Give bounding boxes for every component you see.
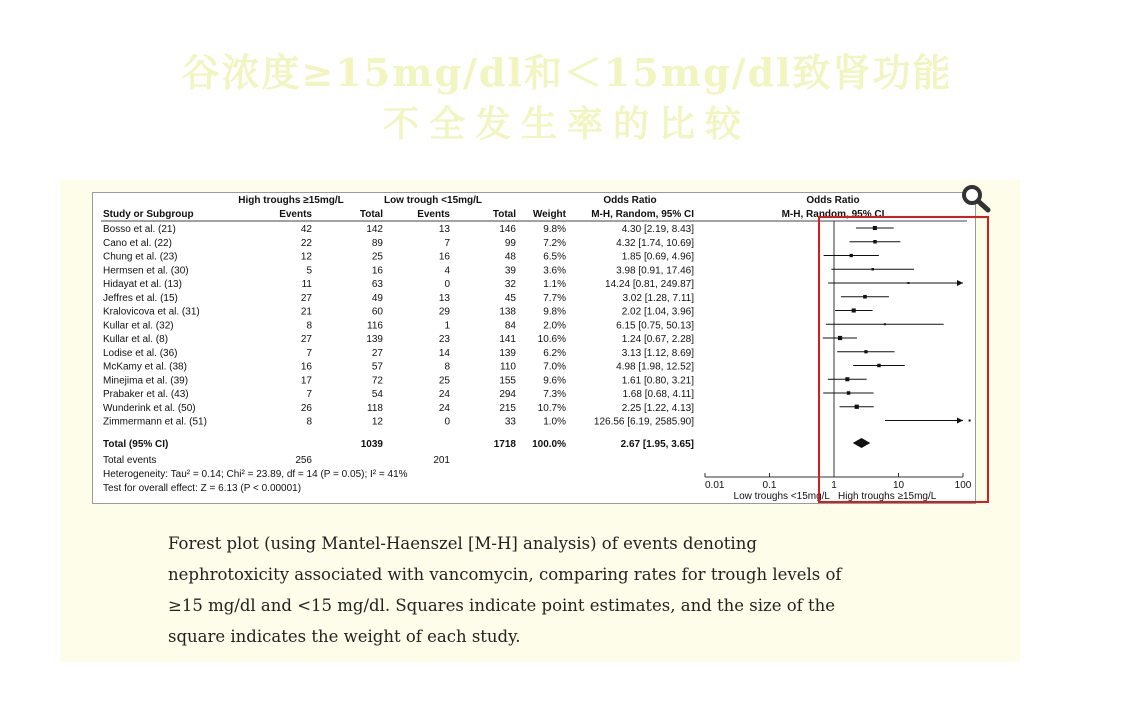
events-high: 7 (306, 347, 312, 359)
events-high: 7 (306, 389, 312, 400)
study-weight: 6.2% (543, 347, 566, 359)
highlight-box (818, 216, 989, 503)
study-weight: 7.0% (543, 361, 566, 373)
events-high: 27 (300, 334, 312, 345)
study-weight: 7.2% (543, 237, 566, 249)
study-weight: 10.7% (537, 402, 566, 414)
total-low: 99 (504, 237, 516, 249)
caption-line-2: nephrotoxicity associated with vancomycin, comparing rates for trough levels of (168, 565, 842, 584)
total-high: 27 (371, 347, 383, 359)
total-high: 142 (366, 224, 383, 235)
study-odds-ratio-text: 1.68 [0.68, 4.11] (622, 389, 694, 400)
study-name: Minejima et al. (39) (103, 375, 189, 387)
total-n-low: 1718 (493, 439, 516, 450)
total-events-label: Total events (103, 455, 157, 466)
total-low: 138 (499, 306, 516, 318)
events-high: 17 (300, 375, 312, 387)
x-tick-label: 100 (954, 480, 972, 491)
study-odds-ratio-text: 2.02 [1.04, 3.96] (621, 306, 694, 318)
total-low: 215 (499, 402, 516, 414)
events-low: 23 (438, 334, 450, 345)
slide-title-line-1: 谷浓度≥15mg/dl和＜15mg/dl致肾功能 (181, 50, 953, 95)
study-name: Hidayat et al. (13) (103, 279, 182, 290)
events-low: 13 (438, 292, 450, 304)
favours-right-label: High troughs ≥15mg/L (838, 491, 937, 502)
total-low: 84 (504, 320, 516, 332)
events-low: 16 (438, 251, 450, 263)
header-total-1: Total (359, 209, 383, 220)
study-odds-ratio-text: 3.13 [1.12, 8.69] (621, 347, 694, 359)
figure-caption (168, 528, 908, 652)
study-name: Kullar et al. (32) (103, 320, 174, 332)
favours-left-label: Low troughs <15mg/L (733, 491, 830, 502)
study-weight: 6.5% (543, 251, 566, 263)
total-low: 33 (504, 416, 516, 428)
total-high: 118 (367, 402, 383, 414)
events-high: 11 (301, 279, 312, 290)
study-name: Prabaker et al. (43) (103, 389, 189, 400)
events-high: 27 (300, 292, 312, 304)
events-low: 0 (444, 416, 450, 428)
x-tick-label: 0.1 (762, 480, 777, 491)
study-weight: 10.6% (537, 334, 566, 345)
events-high: 8 (306, 320, 312, 332)
header-events-1: Events (279, 209, 312, 220)
total-high: 16 (371, 265, 383, 277)
header-group1: High troughs ≥15mg/L (238, 195, 344, 206)
total-low: 39 (504, 265, 516, 277)
events-low: 4 (444, 265, 450, 277)
study-weight: 1.1% (543, 279, 566, 290)
study-weight: 2.0% (543, 320, 566, 332)
total-high: 63 (371, 279, 383, 290)
study-weight: 7.7% (543, 292, 566, 304)
total-label: Total (95% CI) (103, 439, 169, 450)
events-low: 25 (438, 375, 450, 387)
total-high: 12 (371, 416, 383, 428)
study-odds-ratio-text: 14.24 [0.81, 249.87] (605, 279, 694, 290)
x-tick-label: 1 (831, 480, 837, 491)
events-high: 12 (300, 251, 312, 263)
study-name: Jeffres et al. (15) (103, 292, 178, 304)
study-odds-ratio-text: 4.32 [1.74, 10.69] (616, 237, 694, 249)
caption-line-1: Forest plot (using Mantel-Haenszel [M-H] analysis) of events denoting (168, 534, 757, 553)
study-name: Kralovicova et al. (31) (103, 306, 200, 318)
x-tick-label: 10 (892, 480, 905, 491)
events-low: 1 (444, 320, 450, 332)
total-high: 139 (366, 334, 383, 345)
events-low: 24 (438, 402, 450, 414)
header-study: Study or Subgroup (103, 209, 194, 220)
total-high: 25 (371, 251, 383, 263)
study-weight: 9.8% (543, 224, 566, 235)
header-total-2: Total (492, 209, 516, 220)
total-high: 72 (371, 375, 383, 387)
total-high: 57 (371, 361, 383, 373)
events-low: 29 (438, 306, 450, 318)
total-low: 141 (499, 334, 516, 345)
total-low: 45 (504, 292, 516, 304)
events-low: 8 (444, 361, 450, 373)
study-weight: 3.6% (543, 265, 566, 277)
header-weight: Weight (532, 209, 566, 220)
study-odds-ratio-text: 3.98 [0.91, 17.46] (616, 265, 694, 277)
study-odds-ratio-text: 126.56 [6.19, 2585.90] (593, 416, 694, 428)
x-tick-label: 0.01 (705, 480, 725, 491)
study-name: Wunderink et al. (50) (103, 402, 196, 414)
study-odds-ratio-text: 1.85 [0.69, 4.96] (621, 251, 694, 263)
total-low: 294 (499, 389, 516, 400)
total-high: 89 (371, 237, 383, 249)
events-high: 21 (300, 306, 312, 318)
study-name: Chung et al. (23) (103, 251, 178, 263)
overall-effect-text: Test for overall effect: Z = 6.13 (P < 0.00001) (103, 483, 302, 494)
total-low: 139 (499, 347, 516, 359)
study-name: Cano et al. (22) (103, 237, 172, 249)
total-n-high: 1039 (360, 439, 383, 450)
events-high: 8 (306, 416, 312, 428)
total-low: 110 (500, 361, 516, 373)
study-odds-ratio-text: 3.02 [1.28, 7.11] (622, 292, 694, 304)
events-high: 22 (300, 237, 312, 249)
study-name: Zimmermann et al. (51) (103, 416, 207, 428)
total-odds-ratio-text: 2.67 [1.95, 3.65] (620, 439, 694, 450)
header-group2: Low trough <15mg/L (383, 195, 483, 206)
header-method-text: M-H, Random, 95% CI (591, 209, 694, 220)
study-odds-ratio-text: 4.30 [2.19, 8.43] (621, 224, 694, 235)
study-odds-ratio-text: 4.98 [1.98, 12.52] (616, 361, 694, 373)
total-high: 116 (367, 320, 383, 332)
study-name: Kullar et al. (8) (103, 334, 169, 345)
total-low: 32 (504, 279, 516, 290)
study-weight: 7.3% (543, 389, 566, 400)
study-odds-ratio-text: 1.24 [0.67, 2.28] (621, 334, 694, 345)
study-name: Bosso et al. (21) (103, 224, 176, 235)
caption-line-3: ≥15 mg/dl and <15 mg/dl. Squares indicate point estimates, and the size of the (168, 596, 836, 615)
events-low: 24 (438, 389, 450, 400)
events-low: 0 (444, 279, 450, 290)
events-low: 7 (444, 237, 450, 249)
events-high: 5 (306, 265, 312, 277)
header-method-plot: M-H, Random, 95% CI (781, 209, 885, 220)
study-name: McKamy et al. (38) (103, 361, 187, 373)
events-high: 42 (300, 224, 312, 235)
study-odds-ratio-text: 2.25 [1.22, 4.13] (621, 402, 694, 414)
total-high: 54 (371, 389, 383, 400)
study-name: Hermsen et al. (30) (103, 265, 189, 277)
study-weight: 9.8% (543, 306, 566, 318)
slide-title-line-2: 不全发生率的比较 (382, 103, 751, 145)
total-low: 48 (504, 251, 516, 263)
header-odds-ratio-text: Odds Ratio (603, 195, 657, 206)
study-name: Lodise et al. (36) (103, 347, 178, 359)
study-weight: 1.0% (543, 416, 566, 428)
total-low: 155 (499, 375, 516, 387)
study-weight: 9.6% (543, 375, 566, 387)
header-events-2: Events (417, 209, 450, 220)
events-low: 14 (438, 347, 450, 359)
study-odds-ratio-text: 6.15 [0.75, 50.13] (616, 320, 694, 332)
total-events-high: 256 (295, 455, 312, 466)
study-odds-ratio-text: 1.61 [0.80, 3.21] (621, 375, 694, 387)
header-odds-ratio-plot: Odds Ratio (806, 195, 860, 206)
magnifier-icon[interactable] (960, 184, 992, 219)
events-low: 13 (438, 224, 450, 235)
total-high: 60 (371, 306, 383, 318)
events-high: 16 (300, 361, 312, 373)
caption-line-4: square indicates the weight of each study. (168, 627, 521, 646)
total-weight: 100.0% (532, 439, 566, 450)
heterogeneity-text: Heterogeneity: Tau² = 0.14; Chi² = 23.89, df = 14 (P = 0.05); I² = 41% (103, 469, 408, 480)
events-high: 26 (300, 402, 312, 414)
total-high: 49 (371, 292, 383, 304)
total-low: 146 (499, 224, 516, 235)
total-events-low: 201 (433, 455, 450, 466)
